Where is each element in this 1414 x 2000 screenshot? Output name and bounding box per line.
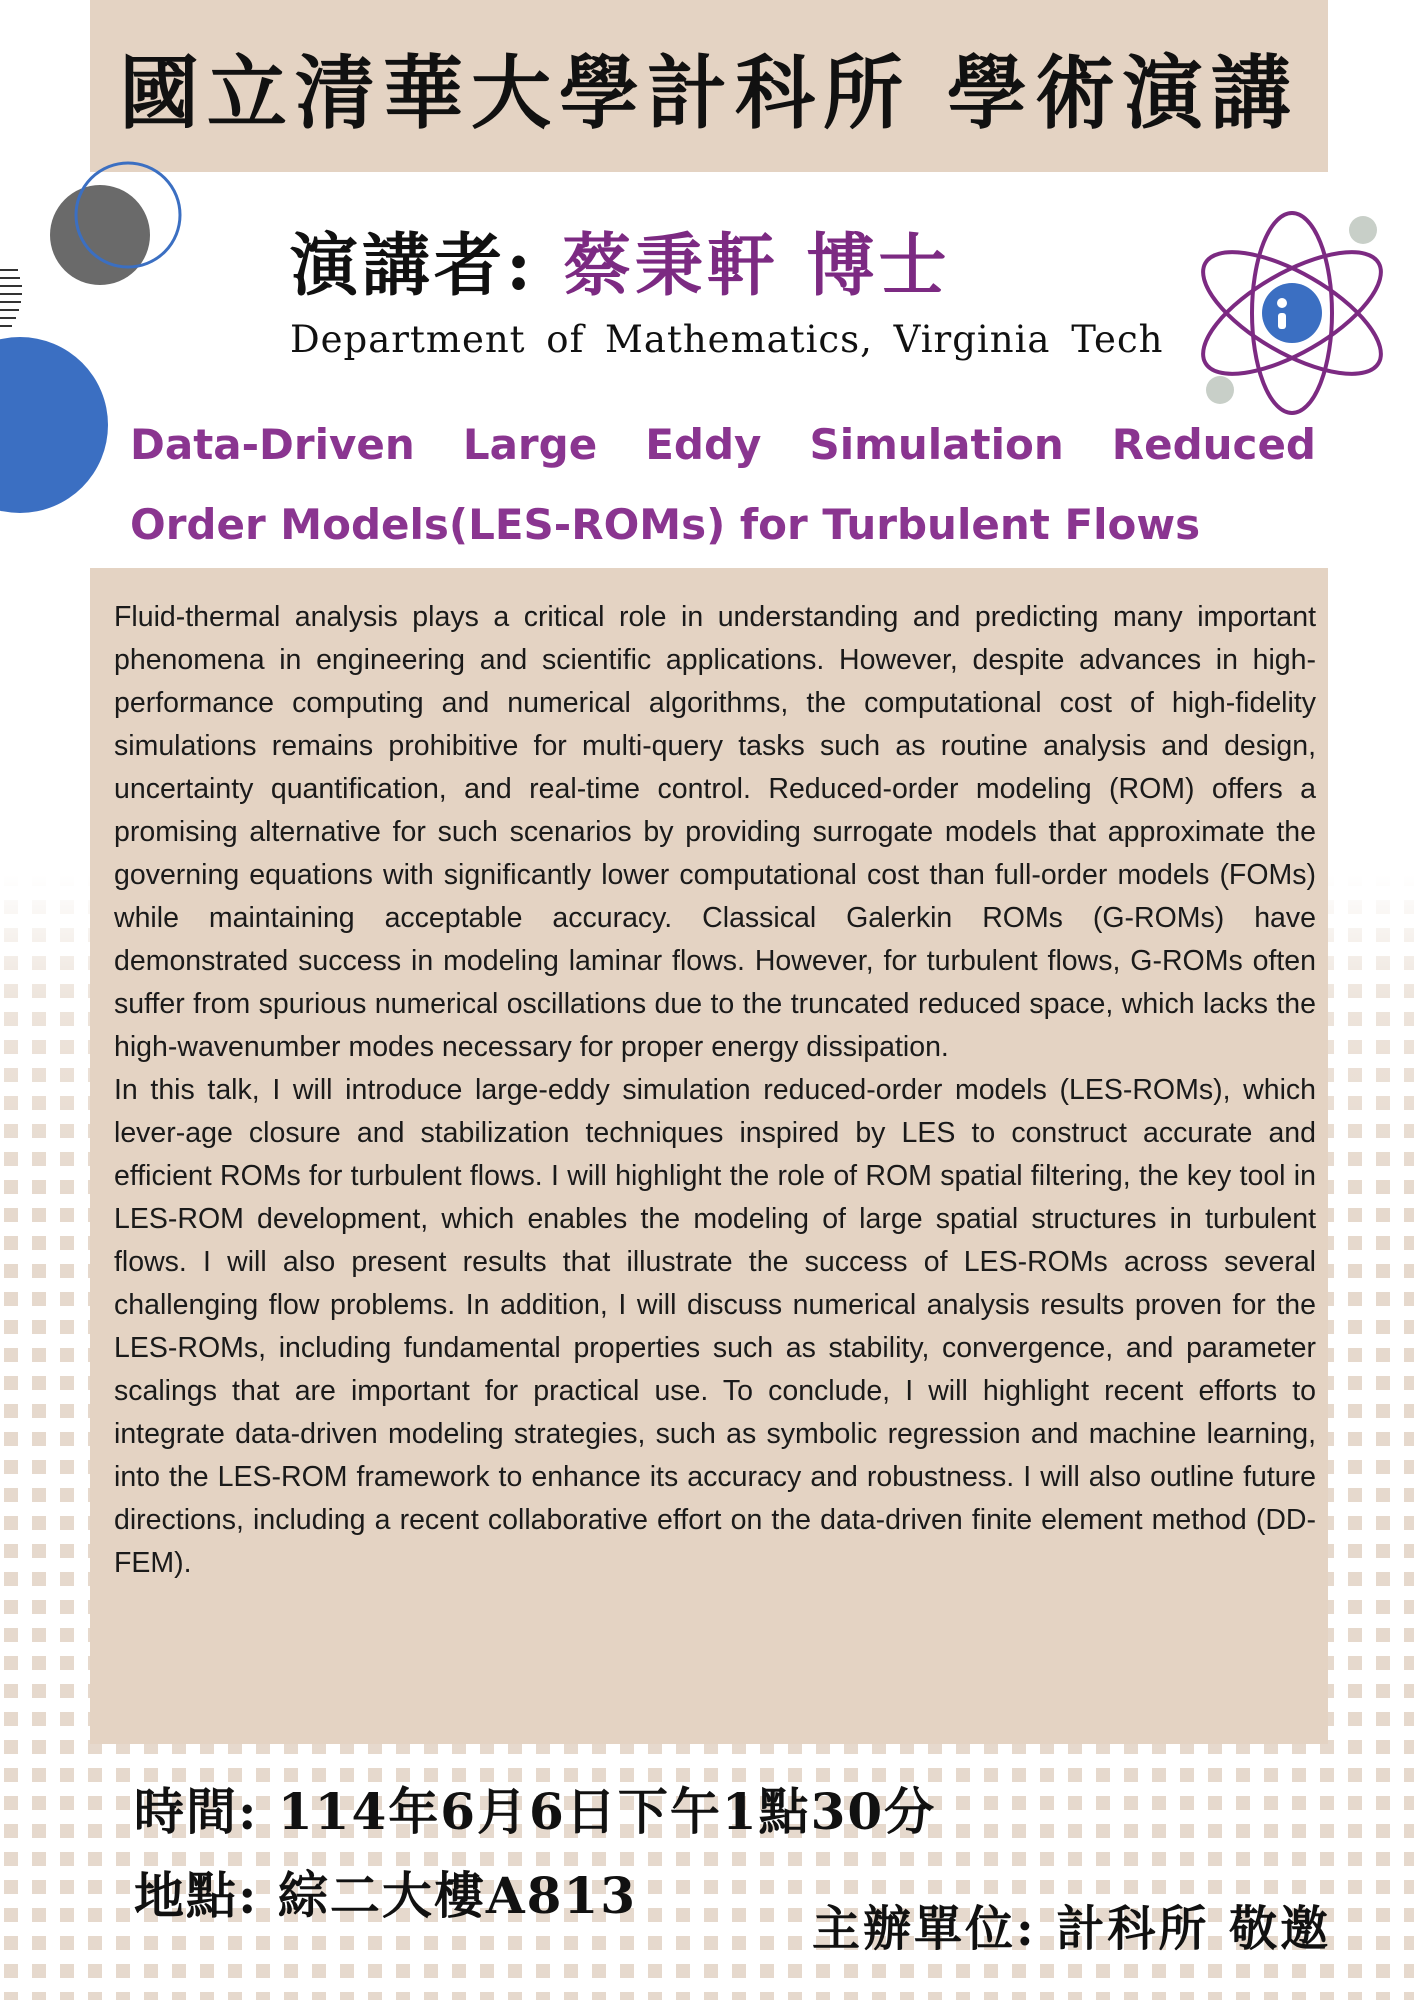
striped-circle-icon bbox=[0, 270, 22, 326]
gray-circle-icon bbox=[50, 185, 150, 285]
talk-title: Data-Driven Large Eddy Simulation Reduced Order Models(LES-ROMs) for Turbulent Flows bbox=[130, 420, 1316, 549]
page-title: 國立清華大學計科所 學術演講 bbox=[119, 45, 1299, 140]
blue-circle-icon bbox=[0, 337, 108, 513]
speaker-department: Department of Mathematics, Virginia Tech bbox=[290, 318, 1164, 361]
event-time: 時間: 114年6月6日下午1點30分 bbox=[134, 1782, 937, 1841]
speaker-name: 蔡秉軒 博士 bbox=[562, 226, 951, 306]
event-host: 主辦單位: 計科所 敬邀 bbox=[812, 1901, 1332, 1957]
speaker-line bbox=[290, 212, 950, 309]
title-band bbox=[90, 0, 1328, 172]
abstract bbox=[114, 596, 1316, 1585]
speaker-label: 演講者: bbox=[290, 226, 563, 306]
abstract-paragraph-2: In this talk, I will introduce large-eddy simulation reduced-order models (LES-ROMs), which lever-age closure and stabilization techniques inspired by LES to construct accurate and efficient ROMs for turbulent flows. I will highlight the role of ROM spatial filtering, the key tool in LES-ROM development, which enables the modeling of large spatial structures in turbulent flows. I will also present results that illustrate the success of LES-ROMs across several challenging flow problems. In addition, I will discuss numerical analysis results proven for the LES-ROMs, including fundamental properties such as stability, convergence, and parameter scalings that are important for practical use. To conclude, I will highlight recent efforts to integrate data-driven modeling strategies, such as symbolic regression and machine learning, into the LES-ROM framework to enhance its accuracy and robustness. I will also outline future directions, including a recent collaborative effort on the data-driven finite element method (DD-FEM). bbox=[114, 1074, 1316, 1579]
event-place: 地點: 綜二大樓A813 bbox=[134, 1866, 638, 1925]
abstract-paragraph-1: Fluid-thermal analysis plays a critical role in understanding and predicting many important phenomena in engineering and scientific applications. However, despite advances in high-performance computing and numerical algorithms, the computational cost of high-fidelity simulations remains prohibitive for multi-query tasks such as routine analysis and design, uncertainty quantification, and real-time control. Reduced-order modeling (ROM) offers a promising alternative for such scenarios by providing surrogate models that approximate the governing equations with significantly lower computational cost than full-order models (FOMs) while maintaining acceptable accuracy. Classical Galerkin ROMs (G-ROMs) have demonstrated success in modeling laminar flows. However, for turbulent flows, G-ROMs often suffer from spurious numerical oscillations due to the truncated reduced space, which lacks the high-wavenumber modes necessary for proper energy dissipation. bbox=[114, 601, 1316, 1063]
atom-icon bbox=[1180, 205, 1405, 420]
